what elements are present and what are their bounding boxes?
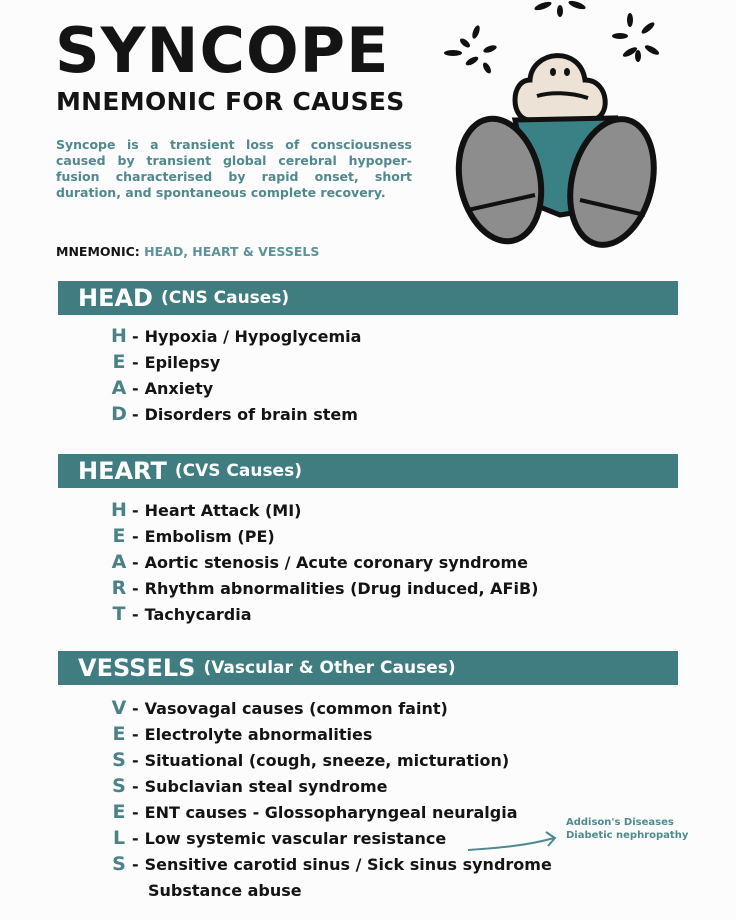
item-text: Anxiety xyxy=(144,378,214,398)
dash: - xyxy=(132,604,139,624)
list-item-continuation: Substance abuse xyxy=(148,880,302,900)
mnemonic-letter: A xyxy=(111,377,127,399)
list-item xyxy=(108,773,552,799)
section-banner-heart xyxy=(58,454,678,488)
list-item xyxy=(108,523,538,549)
dash: - xyxy=(132,828,139,848)
section-banner-head xyxy=(58,281,678,315)
dash: - xyxy=(132,526,139,546)
item-text: Disorders of brain stem xyxy=(144,404,358,424)
item-text: Heart Attack (MI) xyxy=(144,500,302,520)
item-text: Rhythm abnormalities (Drug induced, AFiB) xyxy=(144,578,539,598)
mnemonic-letter: V xyxy=(111,697,127,719)
list-item xyxy=(108,799,552,825)
dash: - xyxy=(132,326,139,346)
item-text: ENT causes - Glossopharyngeal neuralgia xyxy=(144,802,518,822)
list-item xyxy=(108,323,361,349)
mnemonic-letter: E xyxy=(112,525,126,547)
list-item xyxy=(108,721,552,747)
mnemonic-label: MNEMONIC: xyxy=(56,244,140,259)
dash: - xyxy=(132,802,139,822)
list-item xyxy=(108,695,552,721)
head-list xyxy=(108,323,361,427)
dash: - xyxy=(132,724,139,744)
item-text: Situational (cough, sneeze, micturation) xyxy=(144,750,510,770)
mnemonic-letter: E xyxy=(112,801,126,823)
mnemonic-letter: S xyxy=(112,775,126,797)
side-annotation xyxy=(566,816,688,842)
mnemonic-letter: R xyxy=(111,577,127,599)
item-text: Sensitive carotid sinus / Sick sinus syndrome xyxy=(144,854,552,874)
mnemonic-letter: E xyxy=(112,723,126,745)
mnemonic-letter: S xyxy=(112,853,126,875)
item-text: Vasovagal causes (common faint) xyxy=(144,698,448,718)
item-text: Electrolyte abnormalities xyxy=(144,724,373,744)
dash: - xyxy=(132,750,139,770)
mnemonic-letter: S xyxy=(112,749,126,771)
dash: - xyxy=(132,578,139,598)
section-subtitle: (CVS Causes) xyxy=(174,461,302,481)
mnemonic-letter: H xyxy=(111,499,127,521)
section-title: HEAD xyxy=(78,284,153,312)
item-text: Low systemic vascular resistance xyxy=(144,828,447,848)
fainted-person-illustration-icon xyxy=(440,0,680,260)
mnemonic-value: HEAD, HEART & VESSELS xyxy=(144,244,320,259)
list-item xyxy=(108,497,538,523)
dash: - xyxy=(132,552,139,572)
section-subtitle: (Vascular & Other Causes) xyxy=(203,658,456,678)
item-text: Tachycardia xyxy=(144,604,252,624)
section-banner-vessels xyxy=(58,651,678,685)
mnemonic-letter: D xyxy=(111,403,127,425)
mnemonic-line xyxy=(56,244,319,259)
arrow-icon xyxy=(466,826,566,856)
item-text: Hypoxia / Hypoglycemia xyxy=(144,326,362,346)
list-item xyxy=(108,549,538,575)
dash: - xyxy=(132,776,139,796)
dash: - xyxy=(132,854,139,874)
item-text: Aortic stenosis / Acute coronary syndrome xyxy=(144,552,528,572)
list-item xyxy=(108,747,552,773)
heart-list xyxy=(108,497,538,627)
section-subtitle: (CNS Causes) xyxy=(160,288,290,308)
annotation-line-2: Diabetic nephropathy xyxy=(566,830,689,841)
mnemonic-letter: E xyxy=(112,351,126,373)
dash: - xyxy=(132,352,139,372)
item-text: Subclavian steal syndrome xyxy=(144,776,388,796)
dash: - xyxy=(132,698,139,718)
list-item xyxy=(108,401,361,427)
mnemonic-letter: L xyxy=(112,827,126,849)
dash: - xyxy=(132,500,139,520)
intro-paragraph: Syncope is a transient loss of consciousness caused by transient global cerebral hypoper-fusion characterised by rapid onset, short duration, and spontaneous complete recovery. xyxy=(56,137,412,200)
mnemonic-letter: T xyxy=(112,603,126,625)
list-item xyxy=(108,375,361,401)
page-subtitle: MNEMONIC FOR CAUSES xyxy=(56,87,405,116)
list-item xyxy=(108,575,538,601)
dash: - xyxy=(132,378,139,398)
section-title: VESSELS xyxy=(78,654,196,682)
dash: - xyxy=(132,404,139,424)
list-item xyxy=(108,601,538,627)
section-title: HEART xyxy=(78,457,167,485)
vessels-list xyxy=(108,695,552,903)
item-text: Epilepsy xyxy=(144,352,221,372)
annotation-line-1: Addison's Diseases xyxy=(566,817,674,828)
page-title: SYNCOPE xyxy=(55,14,390,87)
mnemonic-letter: H xyxy=(111,325,127,347)
list-item xyxy=(108,349,361,375)
mnemonic-letter: A xyxy=(111,551,127,573)
item-text: Embolism (PE) xyxy=(144,526,275,546)
